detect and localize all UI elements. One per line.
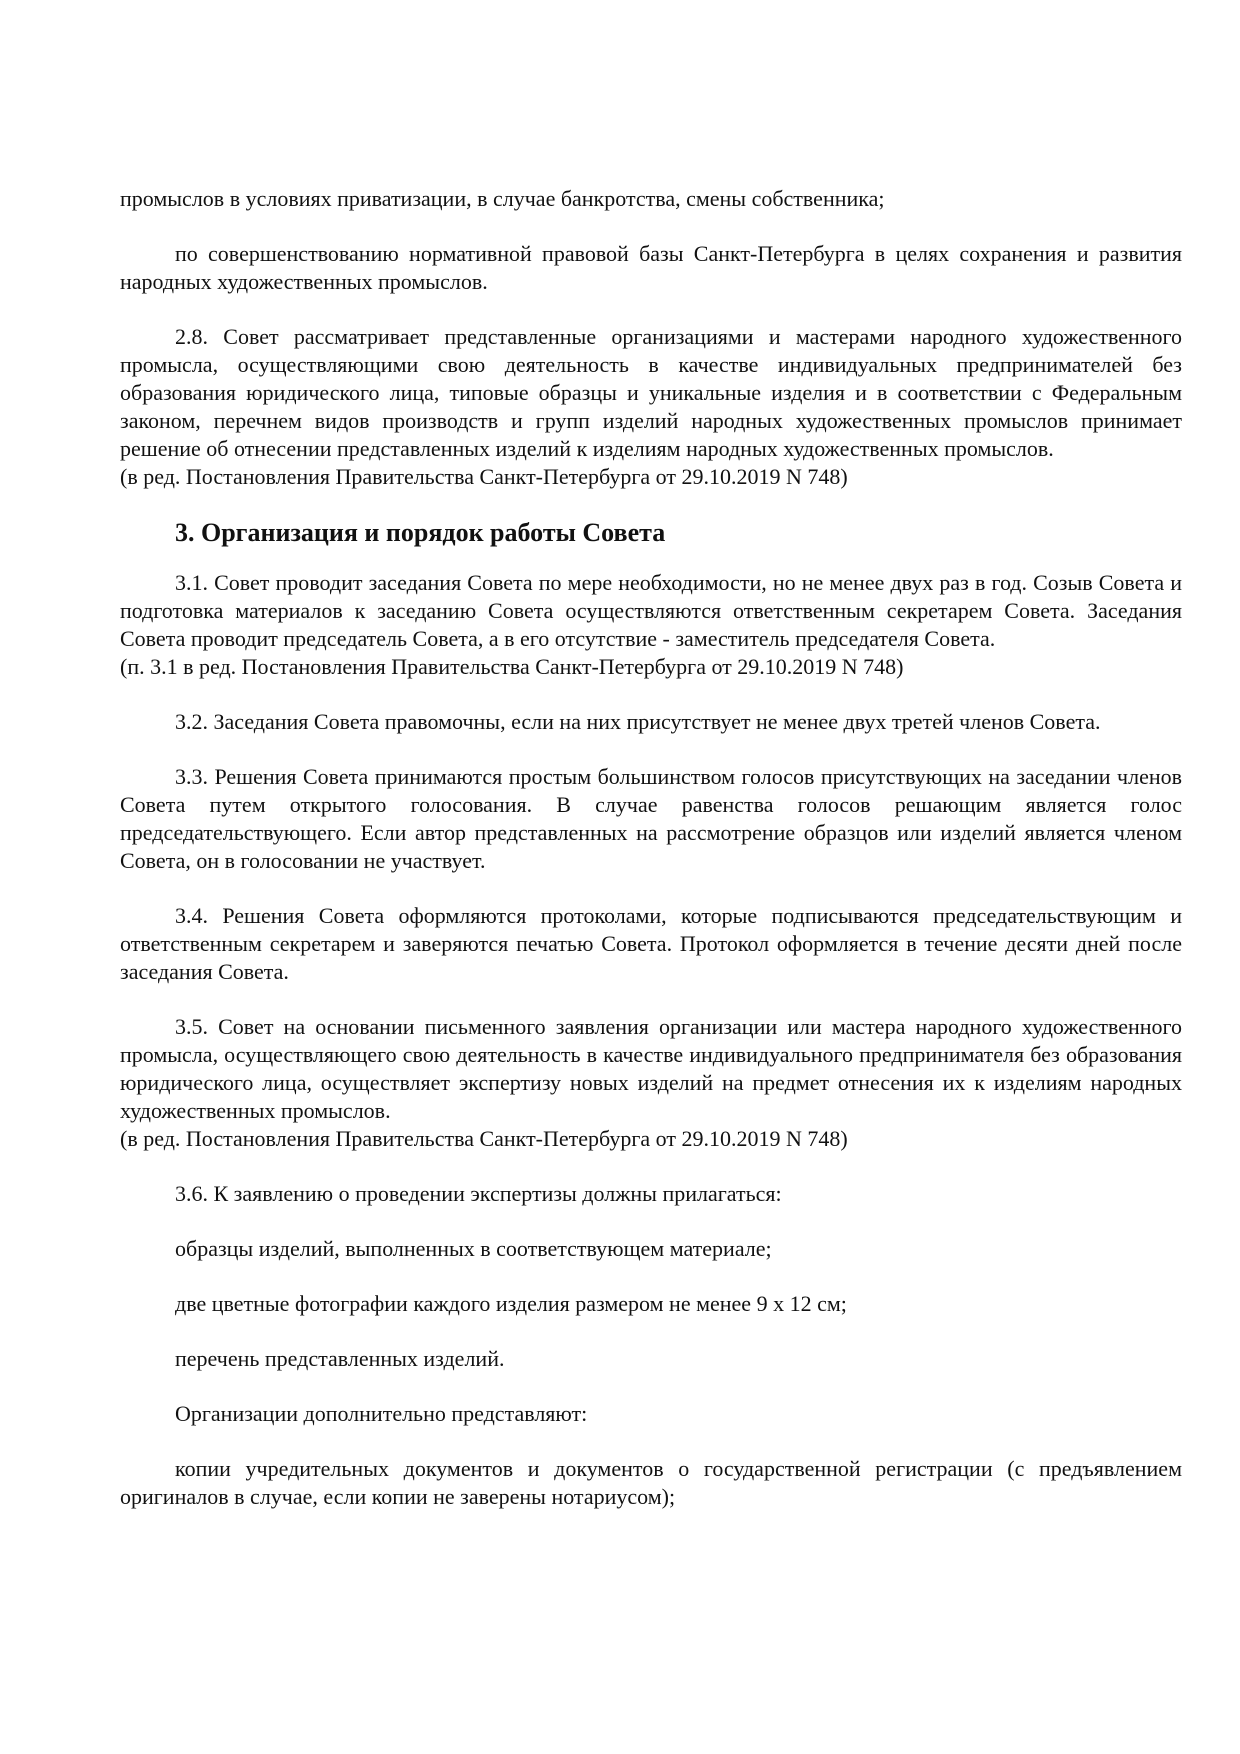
paragraph: Организации дополнительно представляют: — [175, 1401, 588, 1426]
paragraph: 3.6. К заявлению о проведении экспертизы должны прилагаться: — [175, 1181, 782, 1206]
paragraph: 3.4. Решения Совета оформляются протоколами, которые подписываются председательствующим и ответственным секретарем и заверяются печатью Совета. Протокол оформляется в течение десяти дней после заседания Совета. — [120, 903, 1182, 984]
amendment-note: (в ред. Постановления Правительства Санкт-Петербурга от 29.10.2019 N 748) — [120, 1126, 848, 1151]
paragraph: 3.2. Заседания Совета правомочны, если на них присутствует не менее двух третей членов Совета. — [175, 709, 1101, 734]
amendment-note: (в ред. Постановления Правительства Санкт-Петербурга от 29.10.2019 N 748) — [120, 464, 848, 489]
paragraph: две цветные фотографии каждого изделия размером не менее 9 х 12 см; — [175, 1291, 847, 1316]
paragraph: копии учредительных документов и документов о государственной регистрации (с предъявлением оригиналов в случае, если копии не заверены нотариусом); — [120, 1456, 1182, 1509]
document-page — [120, 185, 1182, 1511]
paragraph: 3.1. Совет проводит заседания Совета по мере необходимости, но не менее двух раз в год. Созыв Совета и подготовка материалов к заседанию Совета осуществляются ответственным секретарем Совета. Заседания Совета проводит председатель Совета, а в его отсутствие - заместитель председателя Совета. — [120, 570, 1182, 651]
paragraph: 3.3. Решения Совета принимаются простым большинством голосов присутствующих на заседании членов Совета путем открытого голосования. В случае равенства голосов решающим является голос председательствующего. Если автор представленных на рассмотрение образцов или изделий является членом Совета, он в голосовании не участвует. — [120, 764, 1182, 873]
paragraph: 2.8. Совет рассматривает представленные организациями и мастерами народного художественного промысла, осуществляющими свою деятельность в качестве индивидуальных предпринимателей без образования юридического лица, типовые образцы и уникальные изделия и в соответствии с Федеральным законом, перечнем видов производств и групп изделий народных художественных промыслов принимает решение об отнесении представленных изделий к изделиям народных художественных промыслов. — [120, 324, 1182, 461]
paragraph: образцы изделий, выполненных в соответствующем материале; — [175, 1236, 772, 1261]
paragraph: промыслов в условиях приватизации, в случае банкротства, смены собственника; — [120, 186, 885, 211]
paragraph: 3.5. Совет на основании письменного заявления организации или мастера народного художественного промысла, осуществляющего свою деятельность в качестве индивидуального предпринимателя без образования юридического лица, осуществляет экспертизу новых изделий на предмет отнесения их к изделиям народных художественных промыслов. — [120, 1014, 1182, 1123]
paragraph: по совершенствованию нормативной правовой базы Санкт-Петербурга в целях сохранения и развития народных художественных промыслов. — [120, 241, 1182, 294]
amendment-note: (п. 3.1 в ред. Постановления Правительства Санкт-Петербурга от 29.10.2019 N 748) — [120, 654, 904, 679]
section-heading: 3. Организация и порядок работы Совета — [175, 518, 666, 547]
paragraph: перечень представленных изделий. — [175, 1346, 505, 1371]
